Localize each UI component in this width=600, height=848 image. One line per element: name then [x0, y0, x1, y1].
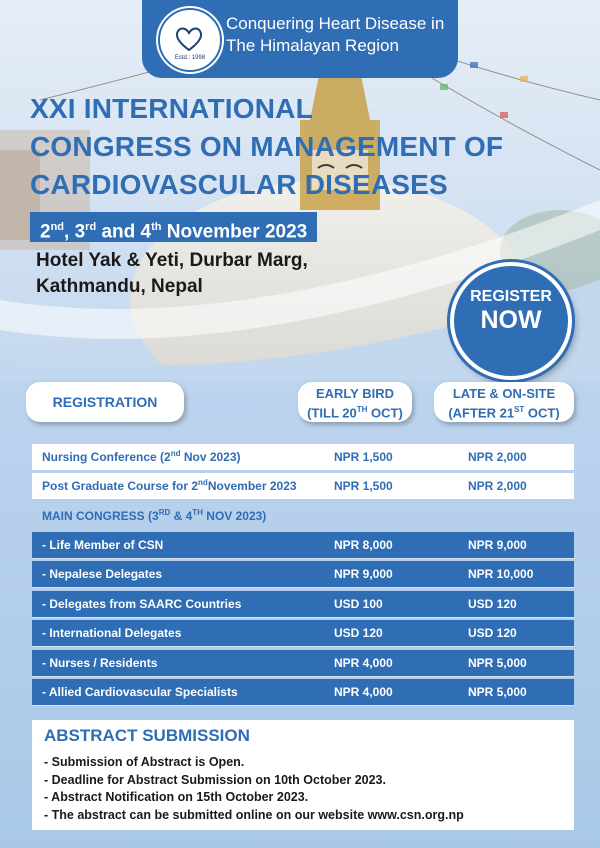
- heart-hands-icon: [174, 26, 204, 52]
- fee-row: [32, 650, 574, 677]
- list-item: - Submission of Abstract is Open.: [44, 755, 245, 769]
- early-fee: NPR 1,500: [334, 479, 393, 493]
- late-fee: USD 120: [468, 597, 517, 611]
- congress-title: [30, 90, 550, 204]
- early-fee: NPR 4,000: [334, 656, 393, 670]
- late-fee: NPR 2,000: [468, 479, 527, 493]
- early-bird-header: EARLY BIRD (TILL 20TH OCT): [298, 382, 412, 422]
- venue-line2: Kathmandu, Nepal: [36, 276, 203, 297]
- early-fee: NPR 9,000: [334, 567, 393, 581]
- fee-row: [32, 591, 574, 618]
- list-item: - Abstract Notification on 15th October 2023.: [44, 790, 309, 804]
- main-congress-heading: MAIN CONGRESS (3RD & 4TH NOV 2023): [42, 508, 267, 523]
- early-fee: NPR 1,500: [334, 450, 393, 464]
- late-fee: USD 120: [468, 626, 517, 640]
- registration-header: REGISTRATION: [26, 382, 184, 422]
- register-label: REGISTER: [470, 288, 552, 305]
- now-label: NOW: [480, 306, 542, 334]
- fee-label: - Allied Cardiovascular Specialists: [42, 685, 238, 699]
- logo-estd: Estd.: 1998: [174, 55, 206, 61]
- fee-label: Nursing Conference (2nd Nov 2023): [42, 449, 241, 464]
- late-fee: NPR 5,000: [468, 685, 527, 699]
- fee-row: [32, 532, 574, 559]
- early-fee: USD 100: [334, 597, 383, 611]
- title-line1: XXI INTERNATIONAL: [30, 93, 313, 124]
- fee-row: [32, 561, 574, 588]
- abstract-title: ABSTRACT SUBMISSION: [44, 726, 250, 745]
- title-line2: CONGRESS ON MANAGEMENT OF: [30, 131, 504, 162]
- list-item: - The abstract can be submitted online on our website www.csn.org.np: [44, 807, 464, 822]
- late-fee: NPR 9,000: [468, 538, 527, 552]
- tagline: [226, 13, 456, 57]
- venue: [36, 248, 356, 300]
- register-now-button[interactable]: [450, 262, 572, 380]
- late-fee: NPR 5,000: [468, 656, 527, 670]
- header-banner: [142, 0, 458, 78]
- fee-label: - Delegates from SAARC Countries: [42, 597, 242, 611]
- fee-row-nursing: [32, 444, 574, 470]
- event-dates: 2nd, 3rd and 4th November 2023: [30, 212, 317, 242]
- tagline-line1: Conquering Heart Disease in: [226, 14, 445, 33]
- late-fee: NPR 2,000: [468, 450, 527, 464]
- fee-row: [32, 679, 574, 706]
- fee-row: [32, 620, 574, 647]
- list-item: - Deadline for Abstract Submission on 10th October 2023.: [44, 772, 386, 787]
- abstract-list: [44, 754, 464, 824]
- early-fee: USD 120: [334, 626, 383, 640]
- early-fee: NPR 8,000: [334, 538, 393, 552]
- venue-line1: Hotel Yak & Yeti, Durbar Marg,: [36, 250, 308, 271]
- society-logo: [158, 8, 222, 72]
- tagline-line2: The Himalayan Region: [226, 36, 399, 55]
- abstract-submission-box: [32, 720, 574, 830]
- early-fee: NPR 4,000: [334, 685, 393, 699]
- fee-label: - International Delegates: [42, 626, 182, 640]
- fee-label: - Nepalese Delegates: [42, 567, 163, 581]
- fee-row-postgraduate: [32, 473, 574, 499]
- fee-label: - Nurses / Residents: [42, 656, 158, 670]
- title-line3: CARDIOVASCULAR DISEASES: [30, 169, 448, 200]
- late-fee: NPR 10,000: [468, 567, 534, 581]
- late-onsite-header: LATE & ON-SITE (AFTER 21ST OCT): [434, 382, 574, 422]
- fee-label: - Life Member of CSN: [42, 538, 164, 552]
- fee-label: Post Graduate Course for 2ndNovember 2023: [42, 478, 297, 493]
